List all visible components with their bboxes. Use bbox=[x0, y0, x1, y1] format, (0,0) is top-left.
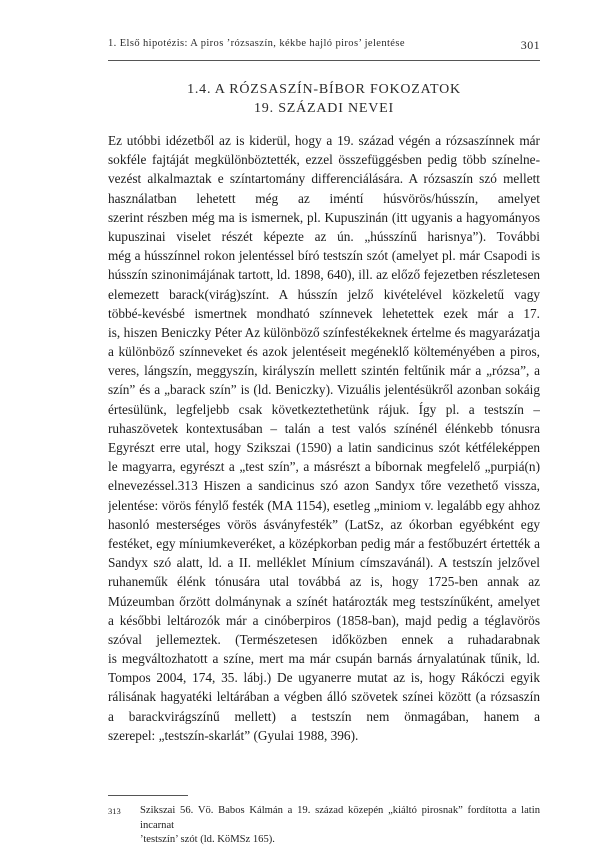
body-line: Egyrészt erre utal, hogy Szikszai (1590) a latin sandicinus szót kétféleképpen bbox=[108, 440, 540, 455]
section-title bbox=[108, 80, 540, 118]
body-line: szóval jellemeztek. (Természetesen időközben ennek a ruhadarabnak bbox=[108, 631, 540, 647]
footnote-rule bbox=[108, 795, 188, 796]
section-title-line-1: 1.4. A RÓZSASZÍN-BÍBOR FOKOZATOK bbox=[187, 82, 461, 97]
body-line: szín” és a „barack szín” is (ld. Beniczky). Vizuális jelentésükről azonban sokáig bbox=[108, 382, 540, 398]
body-line: Sandyx szó alatt, ld. a II. melléklet Mínium címszavánál). A testszín jelzővel bbox=[108, 555, 540, 571]
body-line: veres, lángszín, meggyszín, királyszín mellett szintén feltűnik már a „rózsa”, a bbox=[108, 363, 540, 379]
page-number: 301 bbox=[520, 38, 540, 52]
body-line: kupuszinai viselet részét képezte az ún. „hússzínű harisnya”). További bbox=[108, 228, 540, 244]
body-line: rálisának hagyatéki leltárában a végben álló szövetek színei között (a rózsaszín bbox=[108, 689, 540, 705]
body-line: szerepel: „testszín-skarlát” (Gyulai 1988, 396). bbox=[108, 727, 359, 743]
header-rule bbox=[108, 60, 540, 61]
body-line: elemezett barack(virág)színt. A hússzín jelző kivételével közkeletű vagy bbox=[108, 286, 540, 302]
body-line: is, hiszen Beniczky Péter Az különböző színfestékeknek értelme és magyarázatja bbox=[108, 324, 540, 340]
body-line: használatban lehetett még az iméntí húsvörös/hússzín, amelyet bbox=[108, 190, 540, 206]
body-line: szerint részben még ma is ismernek, pl. Kupuszinán (itt ugyanis a hagyományos bbox=[108, 209, 540, 225]
body-line: jelentése: vörös fénylő festék (MA 1154), esetleg „miniom v. legalább egy ahhoz bbox=[108, 497, 540, 513]
body-paragraph bbox=[108, 131, 540, 745]
footnote-line-1: Szikszai 56. Vö. Babos Kálmán a 19. század közepén „kiáltó pirosnak” fordította a latin incarnat bbox=[140, 805, 540, 831]
body-line: elnevezéssel.313 Hiszen a sandicinus szó azon Sandyx tőre vezethető vissza, bbox=[108, 478, 540, 494]
body-line: hasonló mesterséges vörös ásványfesték” (LatSz, az ókorban egyébként egy bbox=[108, 516, 540, 532]
body-line: Ez utóbbi idézetből az is kiderül, hogy a 19. század végén a rózsaszínnek már bbox=[108, 133, 540, 148]
body-line: Tompos 2004, 174, 35. lábj.) De ugyanerre mutat az is, hogy Rákóczi egyik bbox=[108, 670, 540, 686]
body-line: értesülünk, legfeljebb csak következtethetünk rájuk. Így pl. a testszín – bbox=[108, 401, 540, 417]
body-line: többé-kevésbé ismertnek mondható színnevek lehetettek ezek már a 17. bbox=[108, 305, 540, 321]
body-line: a későbbi leltározók már a cinóberpiros (1858-ban), majd pedig a téglavörös bbox=[108, 612, 540, 628]
body-line: még a hússzínnel rokon jelentéssel bíró testszín szót (amelyet pl. már Csapodi is bbox=[108, 248, 540, 264]
running-head-title: 1. Első hipotézis: A piros ’rózsaszín, kékbe hajló piros’ jelentése bbox=[108, 38, 405, 49]
body-line: le magyarra, egyrészt a „test szín”, a másrészt a bíbornak megfelelő „purpiá(n) bbox=[108, 459, 540, 475]
body-line: ruhaszövetek kontextusában – talán a test valós színénél élénkebb tónusra bbox=[108, 420, 540, 436]
body-line: a különböző színneveket és azok jelentéseit megéneklő költeményében a piros, bbox=[108, 344, 540, 360]
body-line: a barackvirágszínű mellett) a testszín nem önmagában, hanem a bbox=[108, 708, 540, 724]
footnote-number: 313 bbox=[108, 806, 121, 816]
footnote-line-2: ’testszín’ szót (ld. KöMSz 165). bbox=[140, 834, 275, 845]
body-line: hússzín szinonimájának tartott, ld. 1898, 640), ill. az előző fejezetben részletesen bbox=[108, 267, 540, 283]
body-line: festéket, egy míniumkeveréket, a középkorban pedig már a festőbuzért értették a bbox=[108, 535, 540, 551]
footnote bbox=[108, 804, 540, 848]
body-line: is megváltozhatott a színe, mert ma már csupán barnás árnyalatúnak tűnik, ld. bbox=[108, 651, 540, 667]
body-line: vezést alkalmaztak e színtartomány differenciálására. A rózsaszín szó mellett bbox=[108, 171, 540, 187]
body-line: ruhaneműk élénk tónusára utal továbbá az is, hogy 1725-ben annak az bbox=[108, 574, 540, 590]
section-title-line-2: 19. SZÁZADI NEVEI bbox=[254, 101, 394, 116]
body-line: Múzeumban őrzött dolmánynak a színét határozták meg testszínűként, amelyet bbox=[108, 593, 540, 609]
body-line: sokféle fajtáját megkülönböztették, ezzel összefüggésben pedig több színelne- bbox=[108, 152, 540, 168]
